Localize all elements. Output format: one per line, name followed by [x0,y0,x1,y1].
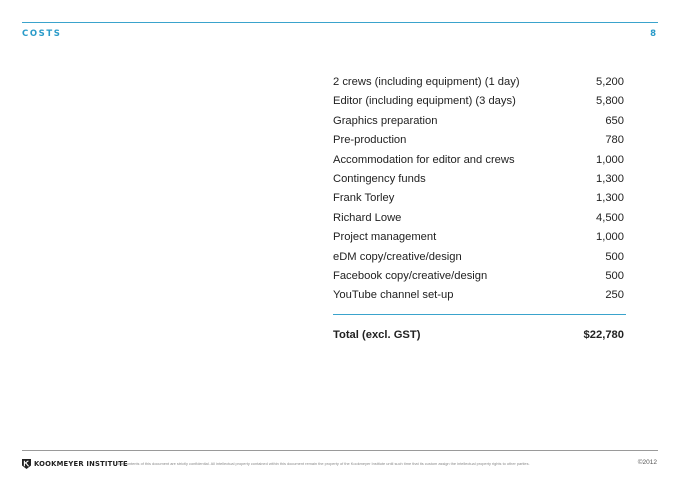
cost-table [333,73,624,306]
cost-item-label: Accommodation for editor and crews [333,153,515,166]
header-divider [22,22,658,23]
footer-divider [22,450,658,451]
cost-row [333,209,624,228]
cost-item-label: Graphics preparation [333,114,438,127]
cost-item-label: Facebook copy/creative/design [333,269,488,282]
page-title: COSTS [22,29,62,39]
cost-item-label: Project management [333,231,437,244]
logo-text: KOOKMEYER INSTITUTE [34,460,128,468]
footer-logo [22,459,128,469]
cost-item-value: 1,000 [596,231,624,244]
cost-item-label: Editor (including equipment) (3 days) [333,95,516,108]
cost-item-label: Richard Lowe [333,211,402,224]
cost-row [333,92,624,111]
cost-item-value: 1,000 [596,153,624,166]
cost-item-value: 650 [605,114,624,127]
cost-item-value: 500 [605,250,624,263]
cost-row [333,267,624,286]
cost-item-value: 250 [605,289,624,302]
cost-row [333,73,624,92]
cost-item-label: Frank Torley [333,192,395,205]
total-label: Total (excl. GST) [333,329,421,341]
cost-item-value: 780 [605,134,624,147]
cost-item-label: YouTube channel set-up [333,289,454,302]
total-divider [333,314,626,315]
cost-row [333,189,624,208]
cost-item-value: 5,200 [596,76,624,88]
cost-item-label: Contingency funds [333,172,426,185]
cost-item-label: Pre-production [333,134,407,147]
cost-item-value: 1,300 [596,192,624,205]
cost-row [333,112,624,131]
cost-row [333,228,624,247]
cost-item-value: 1,300 [596,172,624,185]
logo-mark-icon [22,459,31,469]
total-row [333,327,624,343]
cost-row [333,170,624,189]
cost-item-label: 2 crews (including equipment) (1 day) [333,76,520,88]
cost-item-value: 5,800 [596,95,624,108]
cost-row [333,151,624,170]
cost-item-value: 500 [605,269,624,282]
total-value: $22,780 [583,329,624,341]
cost-row [333,248,624,267]
confidentiality-disclaimer: The contents of this document are strictly confidential. All intellectual property contained within this document remain the property of the Kookmeyer Institute until such time that its custom assign the intellectual property rights to other parties. [117,461,530,466]
page-number: 8 [650,29,656,39]
cost-item-value: 4,500 [596,211,624,224]
copyright: ©2012 [637,459,657,466]
cost-row [333,131,624,150]
cost-row [333,286,624,305]
cost-item-label: eDM copy/creative/design [333,250,462,263]
